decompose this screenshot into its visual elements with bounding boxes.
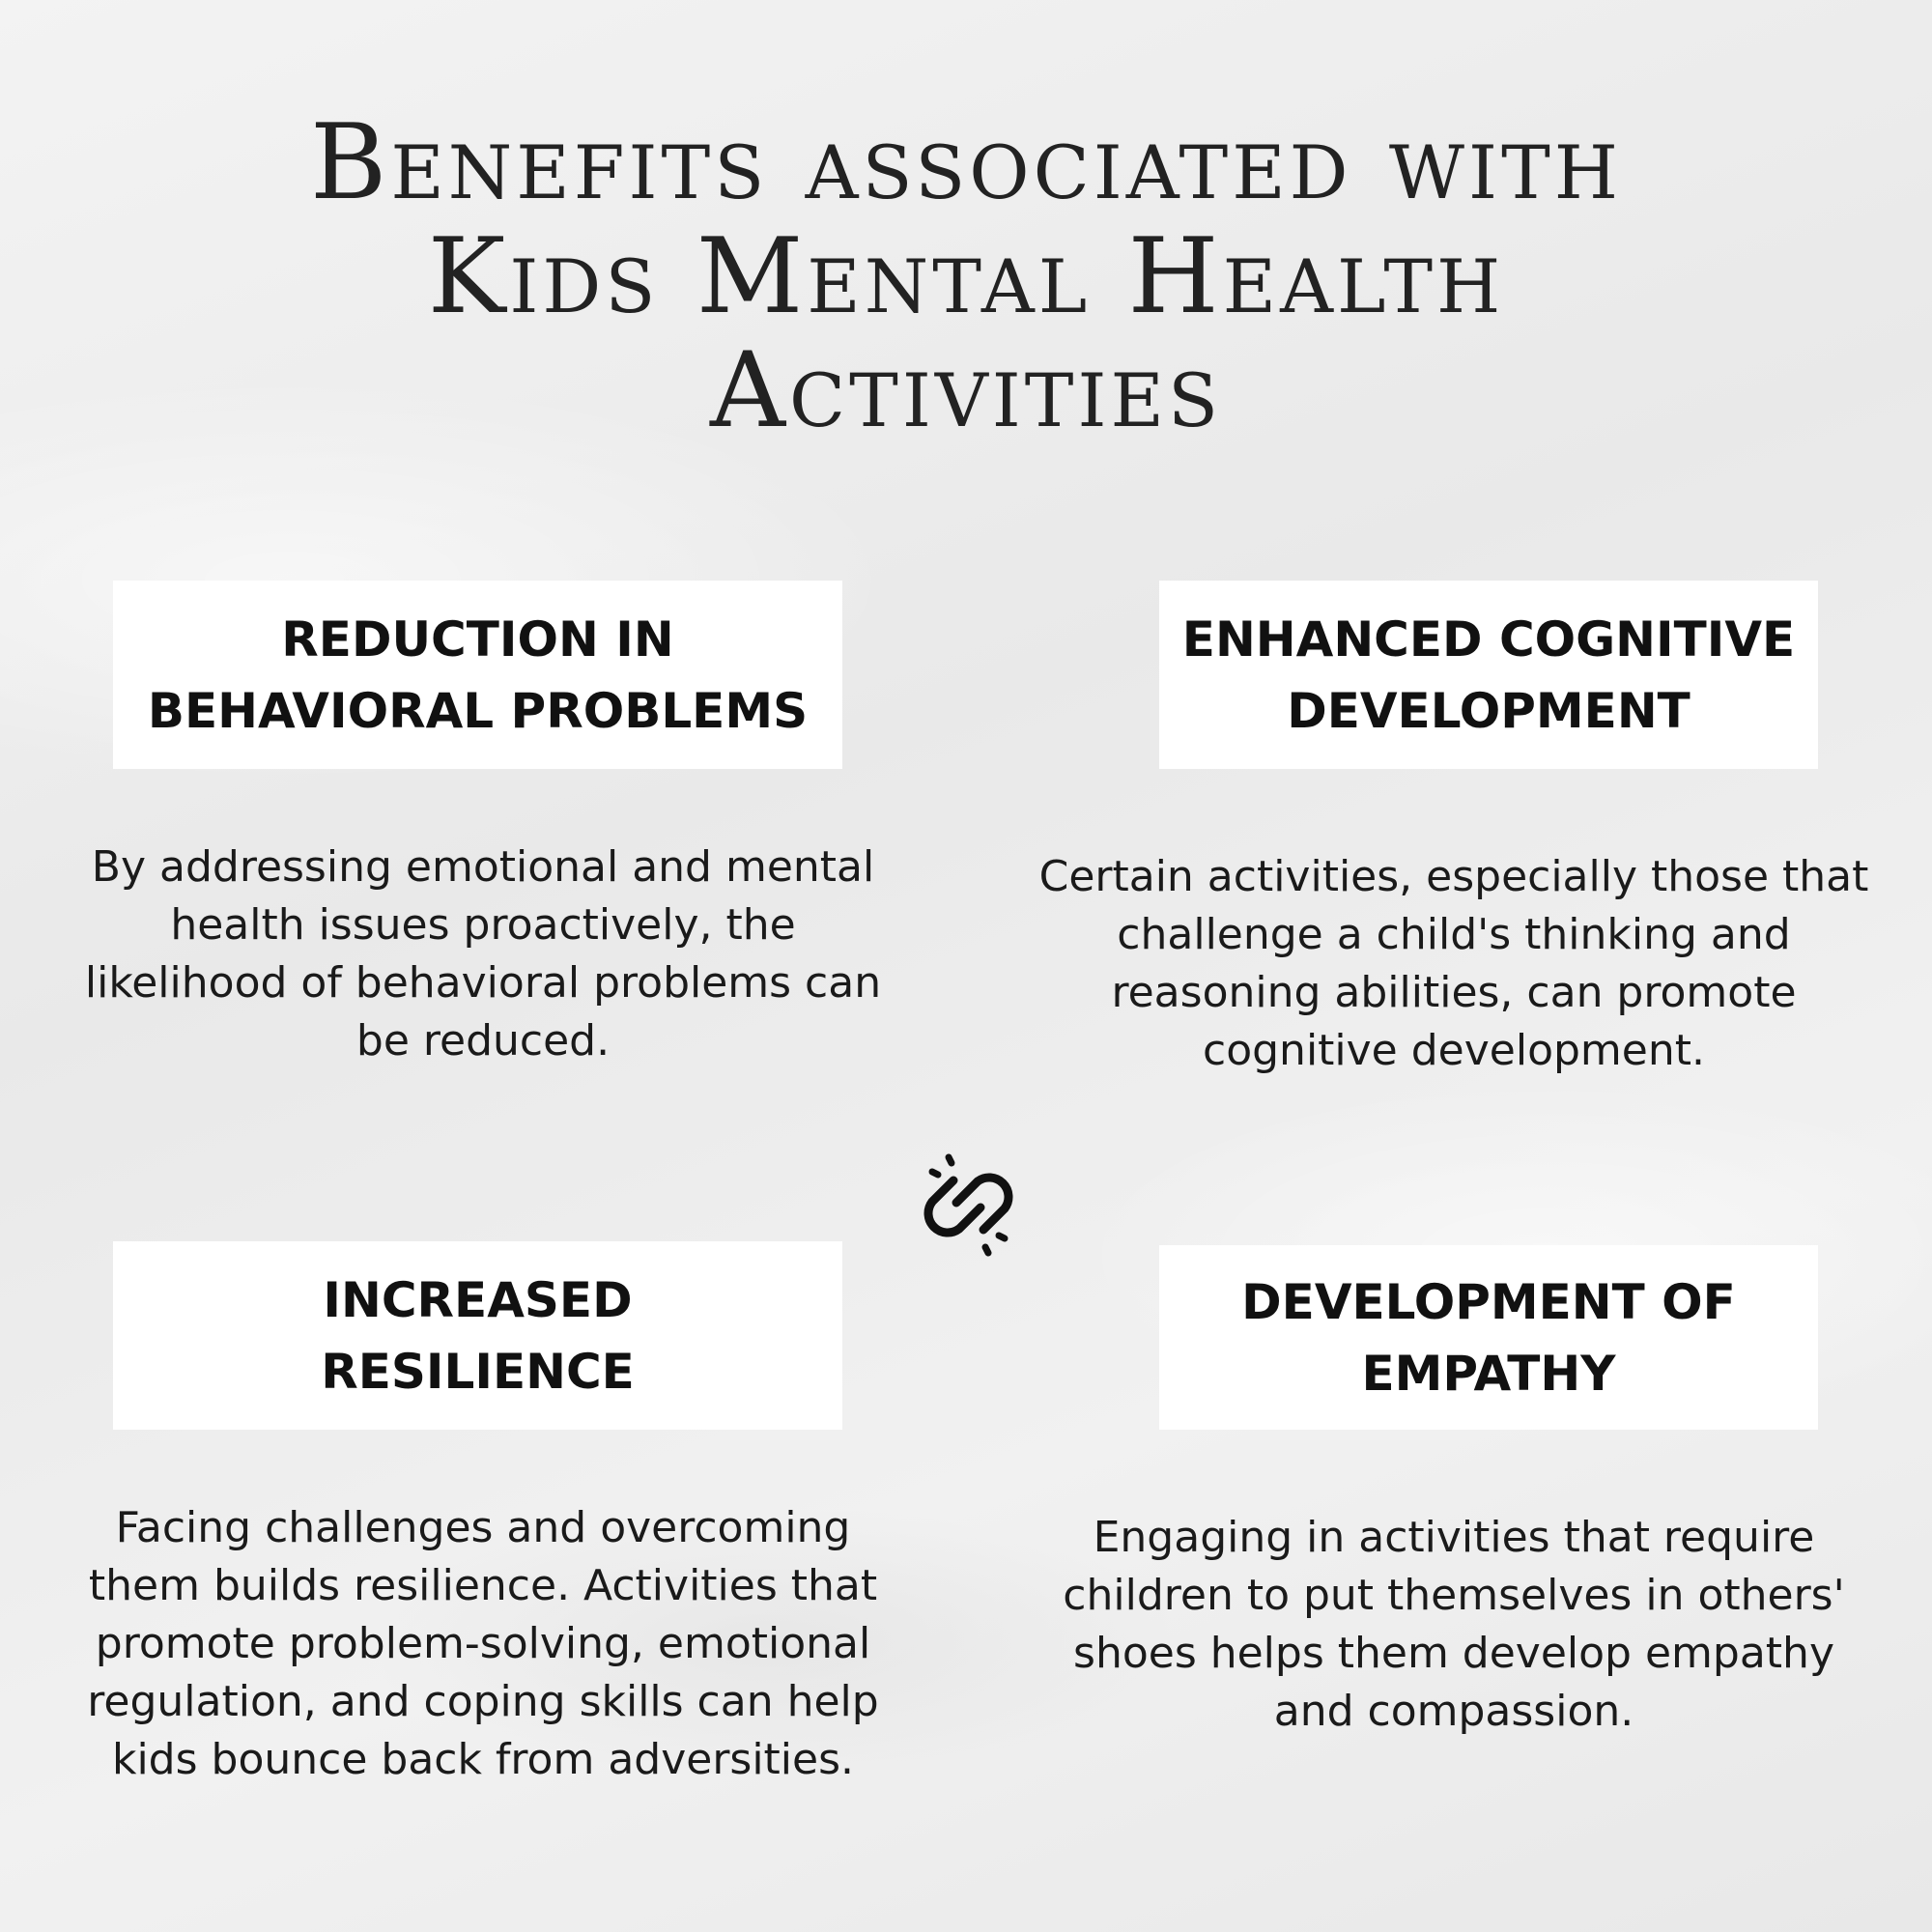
page-title [97, 102, 1835, 451]
benefit-title-line-2: BEHAVIORAL PROBLEMS [147, 682, 809, 739]
title-line-1: Benefits associated with [309, 102, 1623, 223]
benefit-card-behavioral [113, 581, 842, 769]
benefit-title-line-1: DEVELOPMENT OF [1241, 1273, 1736, 1330]
benefit-title [1241, 1266, 1736, 1409]
benefit-title-line-1: INCREASED [323, 1271, 633, 1328]
benefit-title [1182, 604, 1795, 747]
benefit-description-cognitive: Certain activities, especially those that challenge a child's thinking and reasoning abilities, can promote cognitive development. [1038, 852, 1869, 1075]
benefit-description-behavioral: By addressing emotional and mental health issues proactively, the likelihood of behavioral problems can be reduced. [84, 842, 882, 1065]
title-line-3: Activities [709, 330, 1223, 451]
benefit-description-empathy: Engaging in activities that require children to put themselves in others' shoes helps them develop empathy and compassion. [1063, 1513, 1845, 1736]
benefit-card-cognitive [1159, 581, 1818, 769]
benefit-title-line-2: DEVELOPMENT [1287, 682, 1690, 739]
benefit-title [321, 1264, 635, 1407]
benefit-title-line-2: RESILIENCE [321, 1343, 635, 1400]
benefit-card-resilience [113, 1241, 842, 1430]
benefit-card-empathy [1159, 1245, 1818, 1430]
benefit-title-line-2: EMPATHY [1361, 1345, 1616, 1402]
broken-link-icon [903, 1140, 1034, 1270]
benefit-description-resilience: Facing challenges and overcoming them builds resilience. Activities that promote problem-solving, emotional regulation, and coping skills can help kids bounce back from adversities. [87, 1503, 879, 1784]
benefit-title [148, 604, 808, 747]
title-line-2: Kids Mental Health [427, 216, 1505, 337]
benefit-title-line-1: REDUCTION IN [281, 611, 674, 668]
benefit-title-line-1: ENHANCED COGNITIVE [1181, 611, 1796, 668]
